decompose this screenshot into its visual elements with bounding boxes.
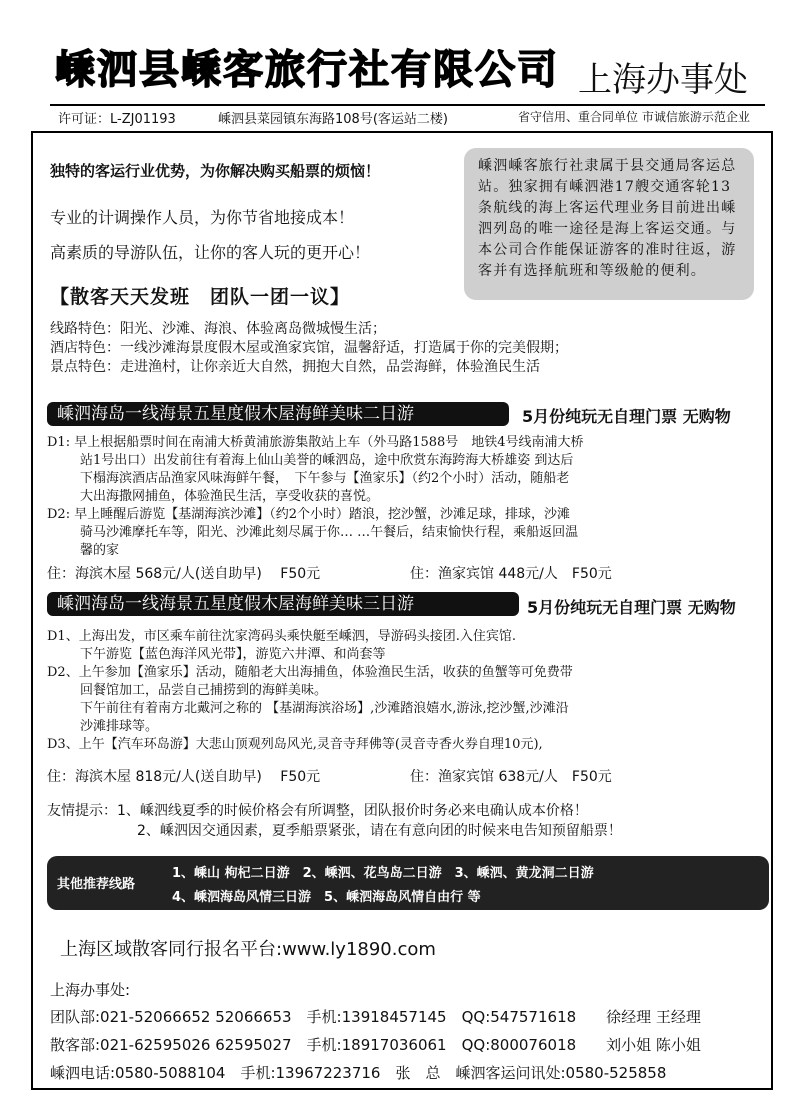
tour-2day-d1-line: D1: 早上根据船票时间在南浦大桥黄浦旅游集散站上车（外马路1588号 地铁4号线南浦大桥 bbox=[47, 435, 584, 450]
team-contact: 团队部:021-52066652 52066653 手机:13918457145 QQ:547571618 徐经理 王经理 bbox=[50, 1008, 701, 1026]
tour-2day-note: 5月份纯玩无自理门票 无购物 bbox=[522, 407, 731, 426]
tour-2day-d1-line: 大出海撒网捕鱼，体验渔民生活，享受收获的喜悦。 bbox=[80, 489, 380, 504]
company-intro-text: 嵊泗嵊客旅行社隶属于县交通局客运总站。独家拥有嵊泗港17艘交通客轮13条航线的海上客运代理业务目前进出嵊泗列岛的唯一途径是海上客运交通。与本公司合作能保证游客的准时往返，游客并有选择航班和等级舱的便利。 bbox=[478, 158, 737, 279]
tip-line-2: 2、嵊泗因交通因素，夏季船票紧张，请在有意向团的时候来电告知预留船票！ bbox=[137, 823, 622, 839]
individual-contact: 散客部:021-62595026 62595027 手机:18917036061 QQ:800076018 刘小姐 陈小姐 bbox=[50, 1036, 701, 1054]
group-slogan: 【散客天天发班 团队一团一议】 bbox=[50, 286, 351, 308]
tour-2day-d1-line: 下榻海滨酒店品渔家风味海鲜午餐， 下午参与【渔家乐】（约2个小时）活动，随船老 bbox=[80, 471, 570, 486]
intro-point-2: 高素质的导游队伍，让你的客人玩的更开心！ bbox=[50, 243, 371, 262]
credentials: 省守信用、重合同单位 市诚信旅游示范企业 bbox=[518, 110, 750, 124]
tour-3day-note: 5月份纯玩无自理门票 无购物 bbox=[527, 598, 736, 617]
tour-3day-d1-line: 下午游览【蓝色海洋风光带】，游览六井潭、和尚套等 bbox=[80, 647, 386, 662]
tour-3day-d3-line: D3、上午【汽车环岛游】大悲山顶观列岛风光,灵音寺拜佛等(灵音寺香火券自理10元), bbox=[47, 737, 543, 752]
other-routes-label: 其他推荐线路 bbox=[57, 877, 136, 892]
tour-3day-d1-line: D1、上海出发，市区乘车前往沈家湾码头乘快艇至嵊泗，导游码头接团.入住宾馆. bbox=[47, 629, 516, 644]
tour-3day-d2-line: 回餐馆加工，品尝自己捕捞到的海鲜美味。 bbox=[80, 683, 328, 698]
other-routes-line: 4、嵊泗海岛风情三日游 5、嵊泗海岛风情自由行 等 bbox=[172, 890, 481, 905]
license-number: 许可证：L-ZJ01193 bbox=[58, 112, 176, 127]
intro-point-1: 专业的计调操作人员，为你节省地接成本！ bbox=[50, 208, 355, 227]
shengsi-contact: 嵊泗电话:0580-5088104 手机:13967223716 张 总 嵊泗客运问讯处:0580-525858 bbox=[50, 1064, 667, 1082]
header-divider bbox=[50, 104, 765, 106]
company-intro-box bbox=[464, 148, 754, 300]
company-name: 嵊泗县嵊客旅行社有限公司 bbox=[55, 47, 559, 93]
tour-2day-d2-line: 骑马沙滩摩托车等，阳光、沙滩此刻尽属于你… …午餐后，结束愉快行程，乘船返回温 bbox=[80, 525, 579, 540]
spot-feature: 景点特色：走进渔村，让你亲近大自然，拥抱大自然，品尝海鲜，体验渔民生活 bbox=[50, 359, 540, 375]
tour-3day-d2-line: D2、上午参加【渔家乐】活动，随船老大出海捕鱼，体验渔民生活，收获的鱼蟹等可免费带 bbox=[47, 665, 573, 680]
office-name: 上海办事处 bbox=[578, 60, 748, 100]
tour-3day-stay-villa: 住：海滨木屋 818元/人(送自助早) F50元 bbox=[47, 769, 321, 785]
hotel-feature: 酒店特色：一线沙滩海景度假木屋或渔家宾馆，温馨舒适，打造属于你的完美假期； bbox=[50, 340, 568, 356]
tour-2day-stay-villa: 住：海滨木屋 568元/人(送自助早) F50元 bbox=[47, 566, 321, 582]
platform-url[interactable]: 上海区域散客同行报名平台:www.ly1890.com bbox=[60, 939, 436, 960]
other-routes-panel bbox=[47, 856, 769, 910]
tour-3day-title: 嵊泗海岛一线海景五星度假木屋海鲜美味三日游 bbox=[47, 592, 519, 616]
tour-3day-stay-inn: 住：渔家宾馆 638元/人 F50元 bbox=[410, 769, 612, 785]
tour-2day-stay-inn: 住：渔家宾馆 448元/人 F50元 bbox=[410, 566, 612, 582]
tour-2day-d2-line: 馨的家 bbox=[80, 543, 120, 558]
tip-line-1: 友情提示：1、嵊泗线夏季的时候价格会有所调整，团队报价时务必来电确认成本价格！ bbox=[47, 803, 588, 819]
tour-3day-d2-line: 下午前往有着南方北戴河之称的 【基湖海滨浴场】,沙滩踏浪嬉水,游泳,挖沙蟹,沙滩沿 bbox=[80, 701, 569, 716]
other-routes-line: 1、嵊山 枸杞二日游 2、嵊泗、花鸟岛二日游 3、嵊泗、黄龙洞二日游 bbox=[172, 866, 594, 881]
slogan: 独特的客运行业优势，为你解决购买船票的烦恼！ bbox=[50, 162, 381, 180]
office-label: 上海办事处: bbox=[50, 981, 131, 999]
tour-2day-d2-line: D2: 早上睡醒后游览【基湖海滨沙滩】（约2个小时）踏浪，挖沙蟹，沙滩足球，排球，沙滩 bbox=[47, 507, 570, 522]
tour-3day-d2-line: 沙滩排球等。 bbox=[80, 719, 159, 734]
route-feature: 线路特色：阳光、沙滩、海浪、体验离岛微城慢生活； bbox=[50, 321, 386, 337]
company-address: 嵊泗县菜园镇东海路108号(客运站二楼) bbox=[218, 112, 448, 127]
tour-2day-d1-line: 站1号出口）出发前往有着海上仙山美誉的嵊泗岛，途中欣赏东海跨海大桥雄姿 到达后 bbox=[80, 453, 574, 468]
tour-2day-title: 嵊泗海岛一线海景五星度假木屋海鲜美味二日游 bbox=[47, 402, 509, 426]
